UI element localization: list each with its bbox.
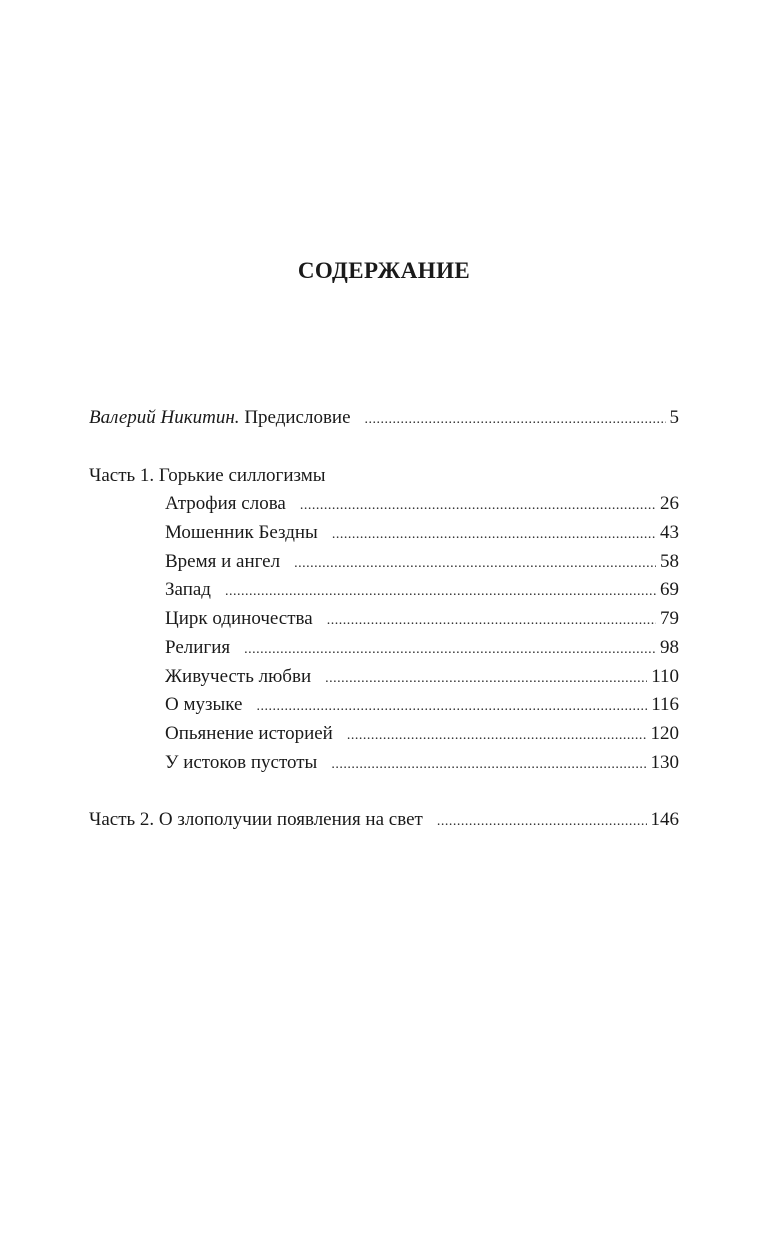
page-number: 43 <box>660 522 679 544</box>
toc-entry-label: Запад <box>165 579 211 601</box>
page-number: 5 <box>669 407 679 428</box>
preface-author: Валерий Никитин. <box>89 407 240 428</box>
page-number: 120 <box>650 722 679 744</box>
dot-leader <box>332 521 656 550</box>
dot-leader <box>437 808 647 837</box>
toc-entry-label: Мошенник Бездны <box>165 522 318 544</box>
toc-entry-label: Религия <box>165 636 231 658</box>
page-title: СОДЕРЖАНИЕ <box>297 258 471 283</box>
toc-entry-label: О музыке <box>165 694 243 716</box>
page-number: 26 <box>660 493 679 515</box>
toc-entry <box>89 519 679 548</box>
toc-entry <box>89 663 679 692</box>
dot-leader <box>294 550 656 579</box>
toc-entry <box>89 490 679 519</box>
page-number: 116 <box>651 694 679 716</box>
dot-leader <box>300 492 656 521</box>
page-number: 58 <box>660 550 679 572</box>
part-title: Часть 2. О злополучии появления на свет <box>89 809 423 831</box>
page-number: 146 <box>650 809 679 831</box>
toc-entry <box>89 605 679 634</box>
page-number: 69 <box>660 579 679 601</box>
toc-entry-label: У истоков пустоты <box>165 751 318 773</box>
toc-entry-label: Опьянение историей <box>165 722 333 744</box>
toc-entry <box>89 634 679 663</box>
toc-part-heading <box>89 462 679 491</box>
dot-leader <box>244 636 656 665</box>
toc-entry-label: Время и ангел <box>165 550 281 572</box>
dot-leader <box>225 578 656 607</box>
toc-entry-label: Цирк одиночества <box>165 608 313 630</box>
page-number: 110 <box>651 665 679 687</box>
dot-leader <box>331 751 646 780</box>
page-number: 79 <box>660 608 679 630</box>
dot-leader <box>256 693 647 722</box>
dot-leader <box>347 722 647 751</box>
toc-entry <box>89 720 679 749</box>
toc-entry-label <box>89 404 351 433</box>
page-number: 130 <box>650 751 679 773</box>
toc-entry-part-2 <box>89 806 679 835</box>
toc-entry <box>89 749 679 778</box>
toc-entry-preface <box>89 404 679 433</box>
page-number: 98 <box>660 636 679 658</box>
table-of-contents <box>89 404 679 835</box>
part-title: Часть 1. Горькие силлогизмы <box>89 464 326 486</box>
toc-entry-label: Атрофия слова <box>165 493 286 515</box>
toc-entry <box>89 548 679 577</box>
toc-entry <box>89 576 679 605</box>
dot-leader <box>327 607 656 636</box>
preface-title: Предисловие <box>244 407 351 428</box>
toc-entry <box>89 691 679 720</box>
dot-leader <box>325 665 647 694</box>
toc-entry-label: Живучесть любви <box>165 665 312 687</box>
dot-leader <box>365 406 666 435</box>
